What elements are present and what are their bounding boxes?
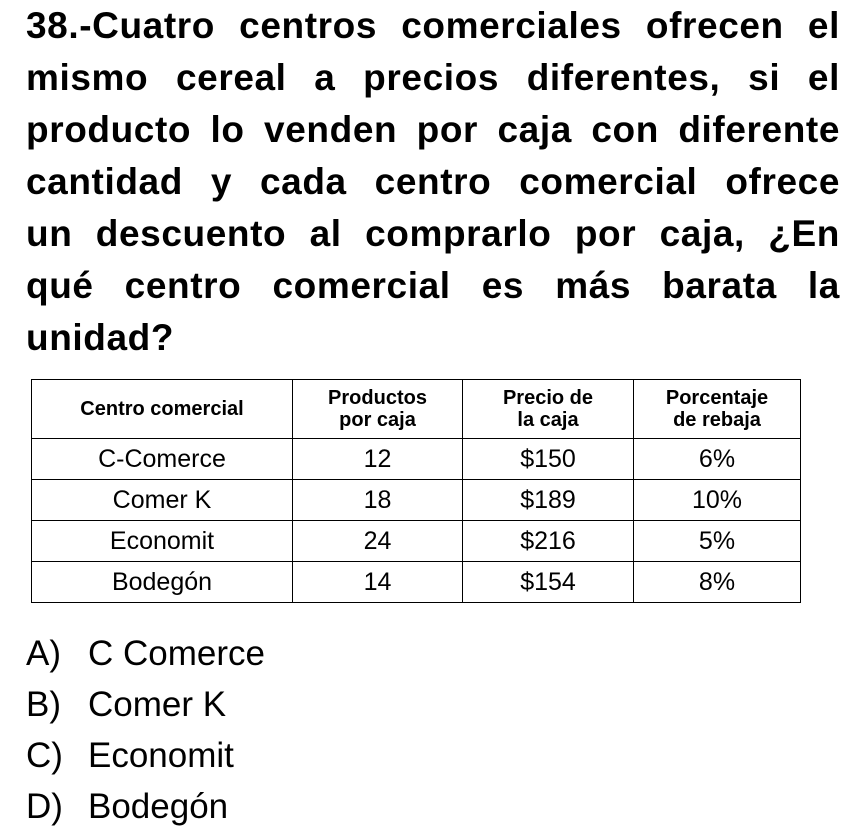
header-centro-comercial [32, 380, 293, 439]
cell-productos: 14 [293, 562, 463, 603]
question-line: cantidad y cada centro comercial ofrece [26, 161, 840, 202]
cell-rebaja: 5% [634, 521, 801, 562]
header-text: Centro comercial [80, 398, 244, 420]
option-letter: A) [26, 634, 61, 673]
option-b[interactable] [26, 679, 265, 730]
header-text: por caja [339, 409, 416, 431]
table-row [32, 521, 801, 562]
table-row [32, 439, 801, 480]
question-text [26, 0, 840, 364]
table-row [32, 562, 801, 603]
question-line: mismo cereal a precios diferentes, si el [26, 57, 840, 98]
cell-productos: 18 [293, 480, 463, 521]
question-line: 38.-Cuatro centros comerciales ofrecen el [26, 5, 840, 46]
cell-centro: Comer K [32, 480, 293, 521]
cell-centro: Economit [32, 521, 293, 562]
header-text: Precio de [502, 387, 594, 409]
question-line: producto lo venden por caja con diferente [26, 109, 840, 150]
header-text: la caja [517, 409, 579, 431]
cell-rebaja: 8% [634, 562, 801, 603]
cell-rebaja: 10% [634, 480, 801, 521]
answer-options [26, 628, 265, 832]
cell-centro: Bodegón [32, 562, 293, 603]
option-letter: C) [26, 736, 63, 775]
cell-precio: $150 [463, 439, 634, 480]
table-header-row [32, 380, 801, 439]
option-c[interactable] [26, 730, 265, 781]
price-table [31, 379, 801, 603]
header-precio-de-la-caja [463, 380, 634, 439]
cell-centro: C-Comerce [32, 439, 293, 480]
header-porcentaje-de-rebaja [634, 380, 801, 439]
header-text: de rebaja [673, 409, 761, 431]
question-line: un descuento al comprarlo por caja, ¿En [26, 213, 840, 254]
option-text: Economit [88, 736, 234, 775]
option-text: C Comerce [88, 634, 265, 673]
option-d[interactable] [26, 781, 265, 832]
header-productos-por-caja [293, 380, 463, 439]
question-line: unidad? [26, 317, 175, 358]
table-row [32, 480, 801, 521]
header-text: Porcentaje [665, 387, 769, 409]
question-line: qué centro comercial es más barata la [26, 265, 840, 306]
option-letter: D) [26, 787, 63, 826]
option-a[interactable] [26, 628, 265, 679]
cell-rebaja: 6% [634, 439, 801, 480]
option-letter: B) [26, 685, 61, 724]
cell-productos: 12 [293, 439, 463, 480]
cell-precio: $154 [463, 562, 634, 603]
cell-precio: $216 [463, 521, 634, 562]
option-text: Comer K [88, 685, 227, 724]
cell-productos: 24 [293, 521, 463, 562]
header-text: Productos [328, 387, 427, 409]
option-text: Bodegón [88, 787, 229, 826]
cell-precio: $189 [463, 480, 634, 521]
